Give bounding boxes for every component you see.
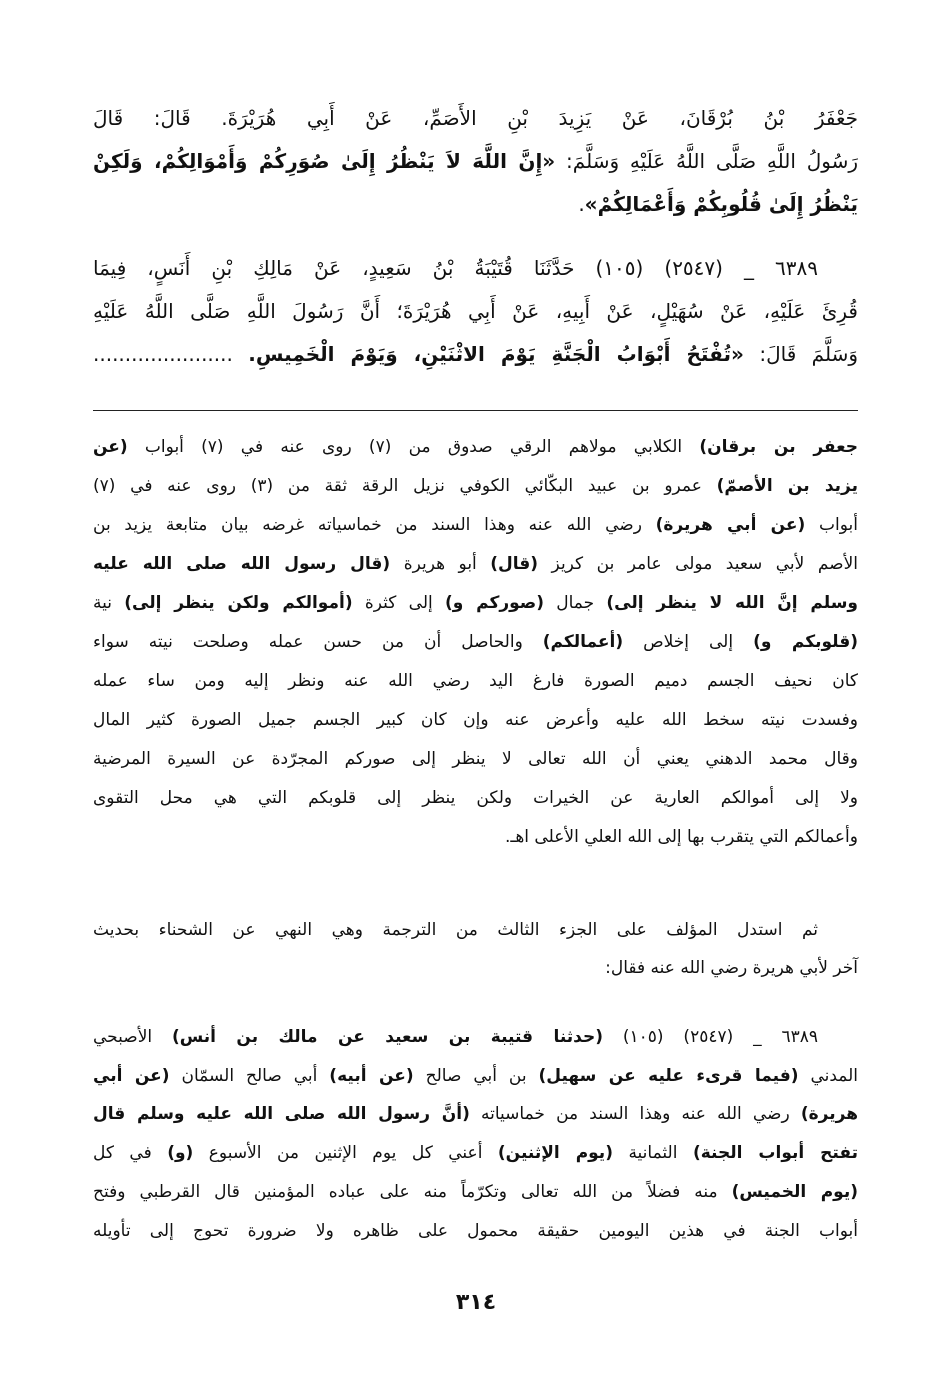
commentary-block: [93, 1018, 858, 1250]
bold-text-segment: يزيد بن الأصمّ): [716, 476, 858, 496]
text-segment: أبو هريرة: [390, 554, 491, 574]
commentary-block: [93, 428, 858, 857]
text-segment: أبواب: [805, 515, 858, 535]
bold-text-segment: «تُفْتَحُ أَبْوَابُ الْجَنَّةِ يَوْمَ الاثْنَيْنِ، وَيَوْمَ الْخَمِيسِ.: [248, 342, 744, 366]
hadith-text-block: [93, 97, 858, 226]
text-segment: رضي الله عنه وهذا السند من خماسياته غرضه بيان متابعة يزيد بن: [93, 515, 656, 535]
text-segment: أبواب الجنة في هذين اليومين حقيقة محمول على ظاهره ولا ضرورة تحوج إلى تأويله: [93, 1220, 858, 1241]
bold-text-segment: (قال): [490, 554, 539, 574]
text-segment: جمال: [543, 593, 607, 613]
bold-text-segment: هريرة): [800, 1104, 859, 1125]
bold-text-segment: وسلم إنَّ الله لا ينظر إلى): [606, 593, 858, 613]
bold-text-segment: تفتح أبواب الجنة): [692, 1143, 858, 1164]
text-line: [93, 247, 858, 290]
bold-text-segment: (أنَّ رسول الله صلى الله عليه وسلم قال: [93, 1104, 470, 1125]
bold-text-segment: (فيما قرىء عليه عن سهيل): [538, 1065, 799, 1086]
text-segment: الأصم لأبي سعيد مولى عامر بن كريز: [538, 554, 859, 574]
text-line: [93, 779, 858, 818]
commentary-block: [93, 911, 858, 987]
text-segment: والحاصل أن من حسن عمله وصلحت نيته سواء: [93, 632, 543, 652]
bold-text-segment: (يوم الخميس): [731, 1181, 858, 1202]
text-line: [93, 701, 858, 740]
text-line: [93, 662, 858, 701]
text-segment: إلى إخلاص: [623, 632, 754, 652]
bold-text-segment: (قلوبكم و): [753, 632, 858, 652]
text-segment: الثمانية: [612, 1143, 693, 1164]
bold-text-segment: (أموالكم ولكن ينظر إلى): [124, 593, 353, 613]
text-segment: أبي صالح السمّان: [169, 1065, 330, 1086]
text-segment: ٦٣٨٩ _ (٢٥٤٧) (١٠٥) حَدَّثَنَا قُتَيْبَةُ بْنُ سَعِيدٍ، عَنْ مَالِكِ بْنِ أَنَسٍ، فِيمَا: [93, 256, 818, 280]
text-segment: الأصبحي: [93, 1027, 172, 1047]
text-segment: إلى كثرة: [352, 593, 445, 613]
text-segment: ثم استدل المؤلف على الجزء الثالث من الترجمة وهي النهي عن الشحناء بحديث: [93, 920, 818, 940]
text-segment: كان نحيف الجسم دميم الصورة فارغ اليد رضي الله عنه ونظر إليه ومن ساء عمله: [93, 671, 858, 691]
text-segment: نية: [93, 593, 125, 613]
text-segment: ٦٣٨٩ _ (٢٥٤٧) (١٠٥): [603, 1027, 818, 1047]
text-segment: .: [578, 192, 585, 216]
text-line: [93, 140, 858, 183]
text-line: [93, 333, 858, 376]
text-segment: في كل: [93, 1143, 168, 1164]
text-line: [93, 1173, 858, 1212]
bold-text-segment: (عن أبي هريرة): [655, 515, 806, 535]
page-number: ٣١٤: [455, 1290, 497, 1315]
text-segment: الكلابي مولاهم الرقي صدوق من (٧) روى عنه في (٧) أبواب: [127, 437, 700, 457]
text-line: [93, 1057, 858, 1096]
bold-text-segment: (عن أبيه): [329, 1065, 414, 1086]
text-segment: رضي الله عنه وهذا السند من خماسياته: [469, 1104, 801, 1125]
text-segment: رَسُولُ اللَّهِ صَلَّى اللَّهُ عَلَيْهِ وَسَلَّمَ:: [555, 149, 858, 173]
text-segment: وأعمالكم التي يتقرب بها إلى الله العلي الأعلى اهـ.: [504, 827, 858, 847]
footnote-divider: [93, 410, 858, 411]
text-line: [93, 584, 858, 623]
bold-text-segment: (عن: [93, 437, 128, 457]
text-line: [93, 1212, 858, 1251]
text-line: [93, 1134, 858, 1173]
text-segment: وَسَلَّمَ قَالَ:: [743, 342, 858, 366]
text-line: [93, 623, 858, 662]
bold-text-segment: (أعمالكم): [542, 632, 624, 652]
text-segment: قُرِئَ عَلَيْهِ، عَنْ سُهَيْلٍ، عَنْ أَبِيهِ، عَنْ أَبِي هُرَيْرَةَ؛ أَنَّ رَسُولَ اللَّهِ صَلَّى اللَّهُ عَلَيْهِ: [93, 299, 858, 323]
text-line: [93, 1095, 858, 1134]
text-line: [93, 545, 858, 584]
hadith-text-block: [93, 247, 858, 376]
bold-text-segment: (و): [167, 1143, 194, 1164]
text-segment: ......................: [93, 342, 249, 366]
bold-text-segment: (يوم الإثنين): [497, 1143, 613, 1164]
text-line: [93, 290, 858, 333]
text-segment: آخر لأبي هريرة رضي الله عنه فقال:: [605, 958, 858, 978]
bold-text-segment: (عن أبي: [93, 1065, 170, 1086]
text-line: [93, 467, 858, 506]
text-segment: المدني: [798, 1065, 858, 1086]
text-line: [93, 506, 858, 545]
bold-text-segment: (قال رسول الله صلى الله عليه: [93, 554, 391, 574]
text-line: [93, 949, 858, 987]
text-line: [93, 1018, 858, 1057]
bold-text-segment: (حدثنا قتيبة بن سعيد عن مالك بن أنس): [172, 1027, 603, 1047]
text-line: [93, 818, 858, 857]
bold-text-segment: جعفر بن برقان): [699, 437, 859, 457]
text-segment: وفسدت نيته سخط الله عليه وأعرض عنه وإن كان كبير الجسم جميل الصورة كثير المال: [93, 710, 858, 730]
text-segment: بن أبي صالح: [413, 1065, 539, 1086]
text-line: [93, 183, 858, 226]
text-segment: منه فضلاً من الله تعالى وتكرّماً منه على عباده المؤمنين قال القرطبي وفتح: [93, 1181, 732, 1202]
text-line: [93, 911, 858, 949]
bold-text-segment: «إِنَّ اللَّهَ لاَ يَنْظُرُ إِلَىٰ صُوَرِكُمْ وَأَمْوَالِكُمْ، وَلَكِنْ: [93, 149, 556, 173]
bold-text-segment: (صوركم و): [445, 593, 544, 613]
bold-text-segment: يَنْظُرُ إِلَىٰ قُلُوبِكُمْ وَأَعْمَالِكُمْ»: [584, 192, 858, 216]
text-line: [93, 97, 858, 140]
text-segment: أعني كل يوم الإثنين من الأسبوع: [193, 1143, 498, 1164]
text-segment: عمرو بن عبيد البكّائي الكوفي نزيل الرقة ثقة من (٣) روى عنه في (٧): [93, 476, 717, 496]
text-segment: جَعْفَرُ بْنُ بُرْقَانَ، عَنْ يَزِيدَ بْنِ الأَصَمِّ، عَنْ أَبِي هُرَيْرَةَ. قَالَ: قَالَ: [93, 106, 858, 130]
text-line: [93, 428, 858, 467]
text-line: [93, 740, 858, 779]
text-segment: وقال محمد الدهني يعني أن الله تعالى لا ينظر إلى صوركم المجرّدة عن السيرة المرضية: [93, 749, 858, 769]
text-segment: ولا إلى أموالكم العارية عن الخيرات ولكن ينظر إلى قلوبكم التي هي محل التقوى: [93, 788, 858, 808]
